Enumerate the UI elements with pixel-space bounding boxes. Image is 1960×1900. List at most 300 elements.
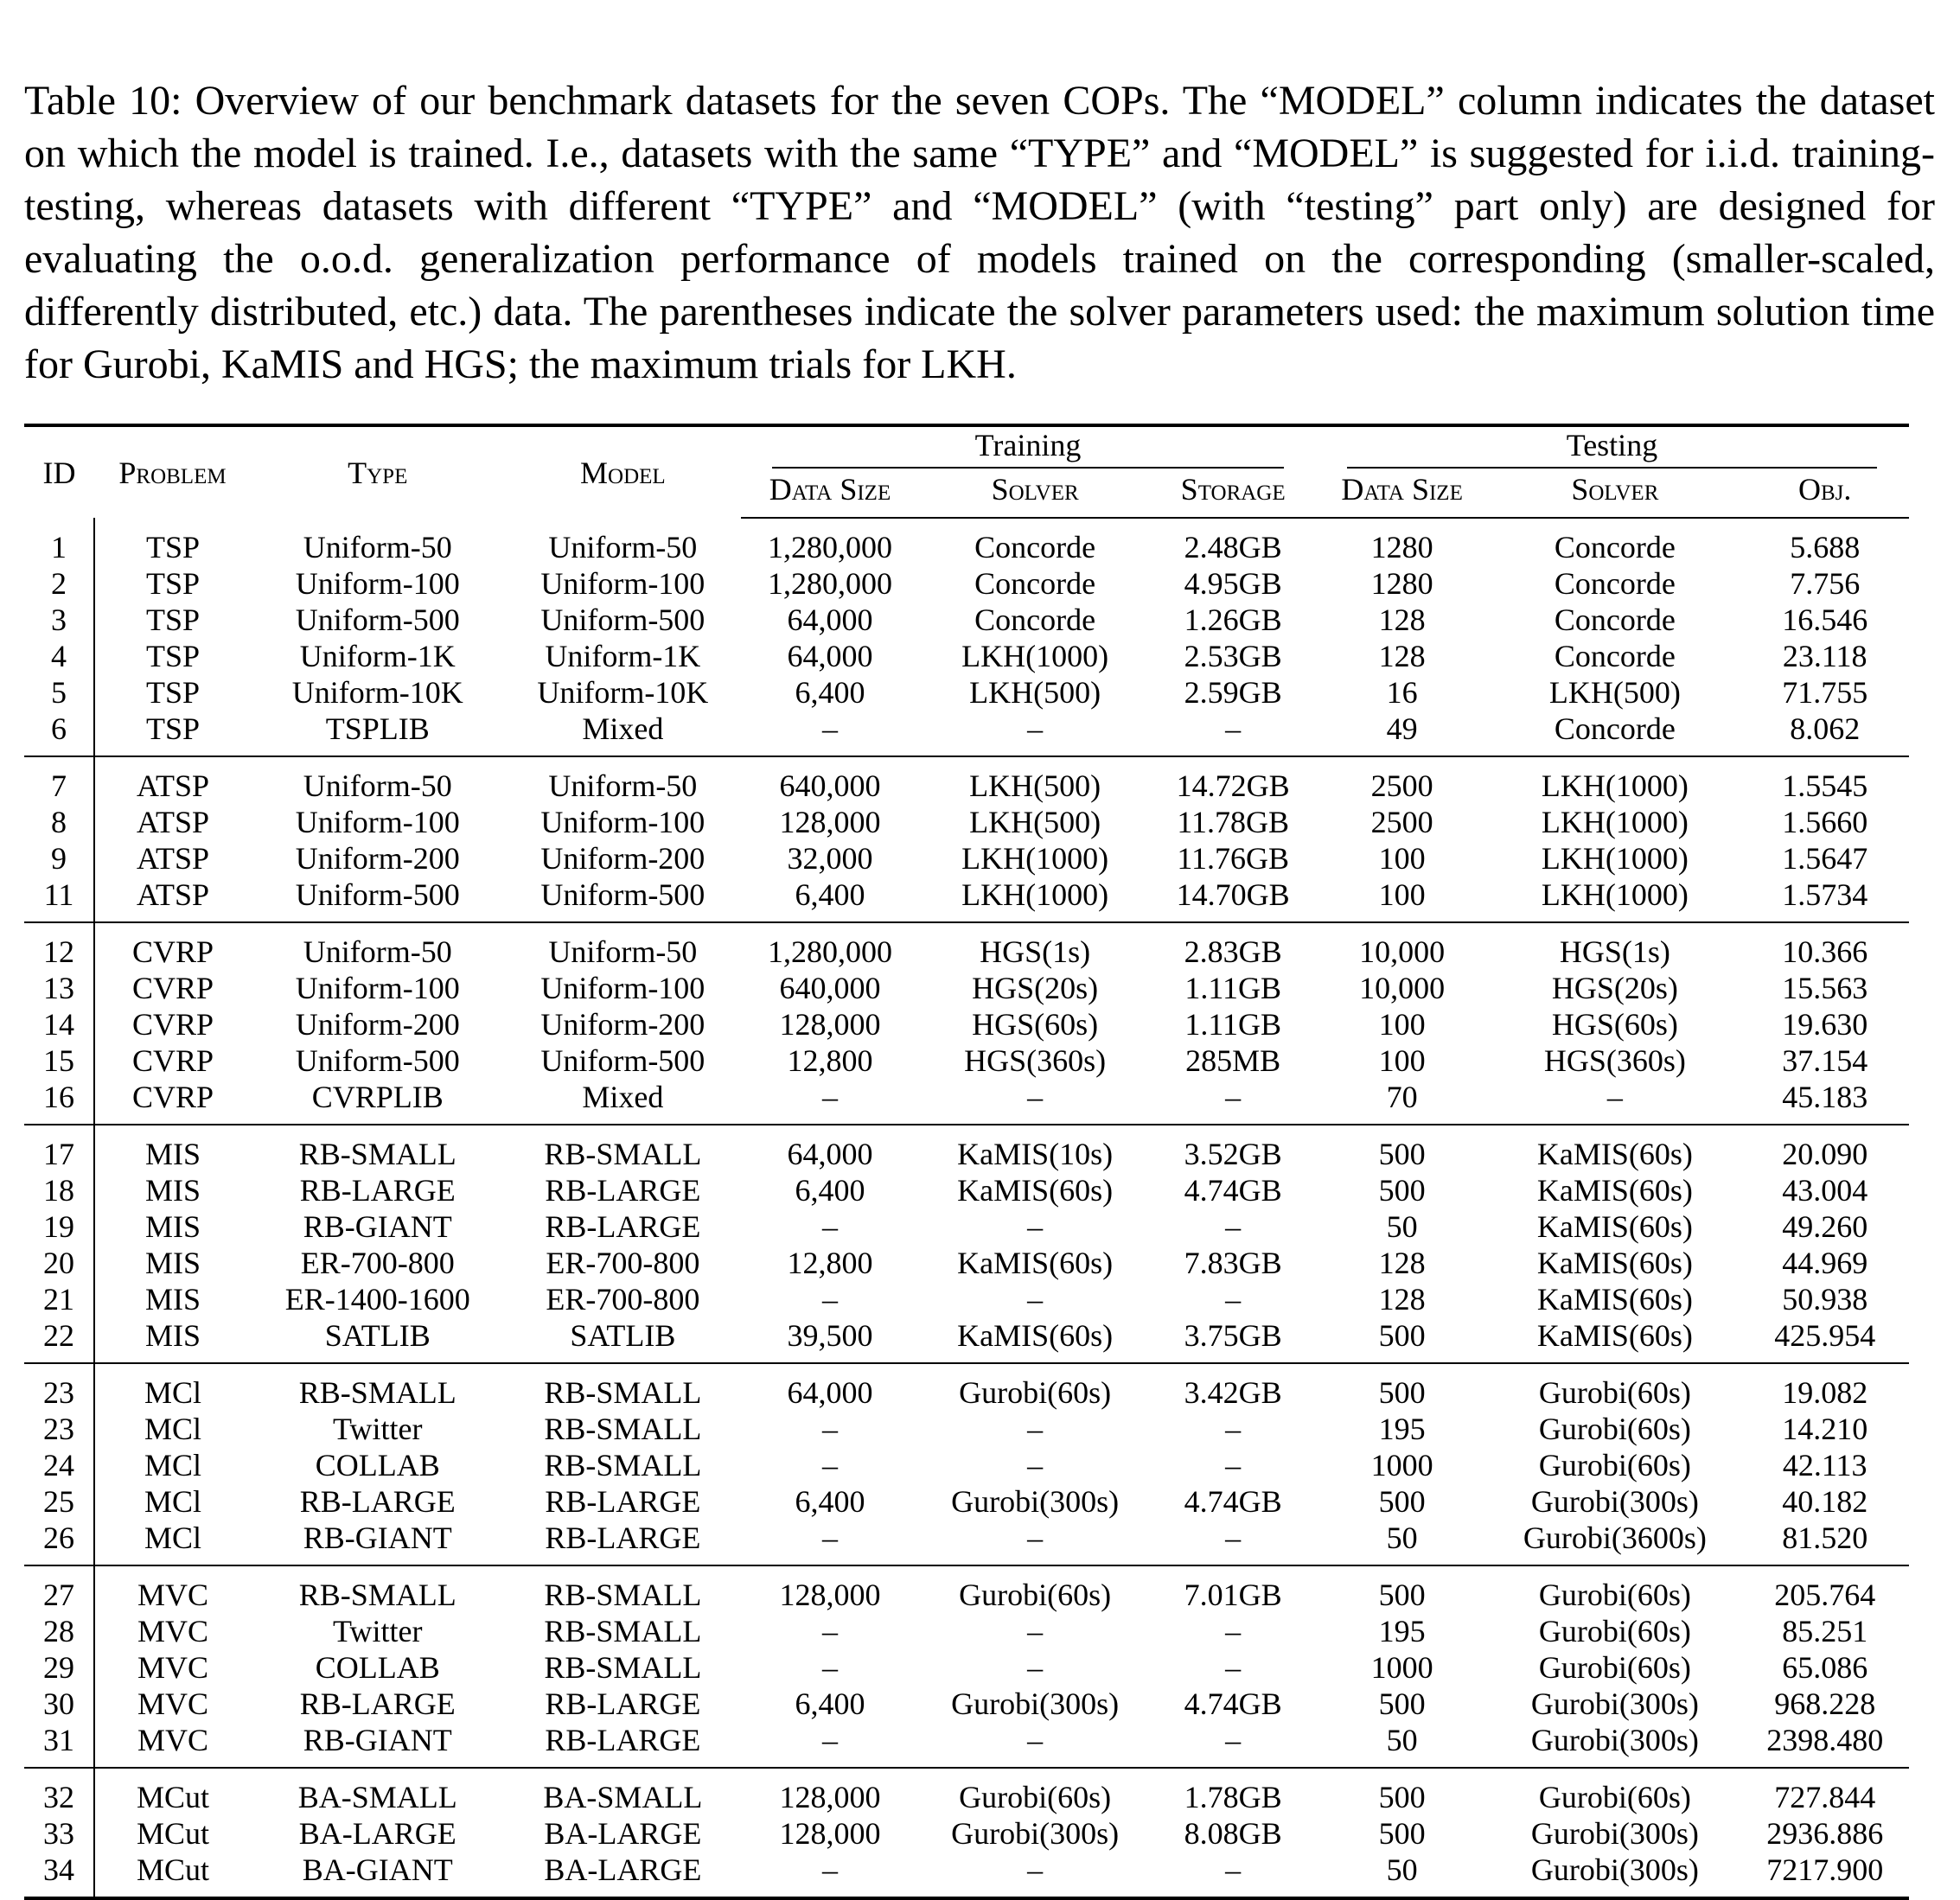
cell-test-solver: KaMIS(60s): [1536, 1173, 1693, 1208]
table-row: [24, 1363, 1909, 1411]
table-row: [24, 922, 1909, 970]
cell-train-data-size: 128,000: [779, 1816, 881, 1851]
cell-test-solver: HGS(60s): [1551, 1007, 1678, 1042]
col-id: ID: [24, 425, 94, 518]
table-row: [24, 1852, 1909, 1898]
cell-problem: MCl: [144, 1521, 201, 1555]
cell-type: Uniform-10K: [291, 675, 463, 710]
table-row: [24, 1079, 1909, 1125]
cell-test-obj: 727.844: [1740, 1768, 1909, 1815]
cell-type: SATLIB: [324, 1318, 431, 1353]
cell-test-data-size: 500: [1315, 1125, 1489, 1172]
cell-train-data-size: 1,280,000: [767, 566, 892, 601]
cell-train-solver: HGS(360s): [964, 1043, 1107, 1078]
cell-train-storage: 1.11GB: [1184, 1007, 1281, 1042]
cell-test-data-size: 1000: [1370, 1448, 1433, 1482]
cell-test-data-size: 500: [1378, 1173, 1426, 1208]
cell-problem: CVRP: [131, 1080, 214, 1114]
col-group-testing: [1315, 425, 1909, 469]
table-row: [24, 1125, 1909, 1172]
cell-test-data-size: 128: [1378, 639, 1426, 673]
cell-train-data-size: 128,000: [779, 805, 881, 839]
cell-model: Uniform-1K: [545, 639, 701, 673]
cell-test-obj: 8.062: [1790, 711, 1861, 746]
cell-train-data-size: 128,000: [779, 1007, 881, 1042]
cell-id: 17: [24, 1125, 94, 1172]
cell-test-data-size: 50: [1315, 1852, 1489, 1898]
cell-test-obj: 45.183: [1782, 1080, 1868, 1114]
cell-test-solver: Gurobi(60s): [1538, 1614, 1691, 1648]
cell-train-storage: –: [1225, 1650, 1242, 1685]
cell-test-data-size: 10,000: [1315, 922, 1489, 970]
cell-test-data-size: 100: [1378, 1007, 1426, 1042]
cell-test-solver: Concorde: [1554, 566, 1676, 601]
cell-train-storage: 8.08GB: [1184, 1816, 1282, 1851]
cell-model: SATLIB: [570, 1318, 676, 1353]
cell-id: 16: [24, 1079, 94, 1125]
cell-id: 24: [24, 1447, 94, 1483]
cell-problem: CVRP: [131, 1007, 214, 1042]
cell-train-data-size: 12,800: [787, 1246, 873, 1280]
training-label: Training: [772, 427, 1284, 469]
cell-test-solver: KaMIS(60s): [1536, 1318, 1693, 1353]
table-row: [24, 804, 1909, 840]
cell-id: 32: [24, 1768, 94, 1815]
table-row: [24, 1042, 1909, 1079]
cell-train-data-size: 39,500: [787, 1318, 873, 1353]
cell-test-obj: 85.251: [1782, 1614, 1868, 1648]
cell-train-storage: 4.74GB: [1184, 1686, 1282, 1721]
cell-train-storage: 3.52GB: [1151, 1125, 1315, 1172]
cell-train-solver: –: [1027, 1080, 1044, 1114]
cell-id: 29: [24, 1649, 94, 1686]
cell-train-storage: 285MB: [1185, 1043, 1281, 1078]
cell-problem: CVRP: [131, 1043, 214, 1078]
cell-train-storage: 4.74GB: [1184, 1484, 1282, 1519]
cell-train-data-size: 6,400: [795, 877, 865, 912]
cell-train-solver: KaMIS(10s): [919, 1125, 1152, 1172]
table-row: [24, 1317, 1909, 1363]
cell-test-data-size: 100: [1378, 841, 1426, 876]
cell-id: 7: [24, 756, 94, 804]
cell-train-data-size: 64,000: [787, 639, 873, 673]
cell-train-storage: –: [1225, 711, 1242, 746]
cell-test-solver: Gurobi(3600s): [1523, 1521, 1707, 1555]
table-row: [24, 1281, 1909, 1317]
cell-type: TSPLIB: [325, 711, 430, 746]
cell-model: RB-SMALL: [544, 1614, 702, 1648]
cell-problem: MCl: [144, 1448, 201, 1482]
cell-train-storage: 2.48GB: [1184, 530, 1282, 564]
cell-train-data-size: 6,400: [795, 1484, 865, 1519]
cell-problem: MCut: [94, 1852, 251, 1898]
cell-test-obj: 44.969: [1782, 1246, 1868, 1280]
cell-train-storage: –: [1225, 1412, 1242, 1446]
cell-test-data-size: 128: [1378, 603, 1426, 637]
cell-test-solver: LKH(500): [1548, 675, 1681, 710]
table-row: [24, 1520, 1909, 1565]
cell-test-data-size: 1280: [1370, 530, 1433, 564]
table-row: [24, 1613, 1909, 1649]
cell-id: 23: [24, 1363, 94, 1411]
cell-test-data-size: 50: [1386, 1521, 1418, 1555]
cell-problem: MCut: [94, 1768, 251, 1815]
cell-train-storage: 1.78GB: [1151, 1768, 1315, 1815]
cell-test-data-size: 2500: [1370, 805, 1433, 839]
cell-train-solver: Concorde: [974, 530, 1096, 564]
cell-train-solver: LKH(500): [969, 675, 1101, 710]
table-row: [24, 1245, 1909, 1281]
cell-type: COLLAB: [315, 1448, 440, 1482]
cell-problem: MVC: [94, 1565, 251, 1613]
cell-type: CVRPLIB: [311, 1080, 444, 1114]
cell-model: RB-SMALL: [544, 1412, 702, 1446]
cell-model: RB-SMALL: [505, 1363, 742, 1411]
benchmark-table: [24, 424, 1909, 1900]
cell-train-data-size: 12,800: [787, 1043, 873, 1078]
cell-problem: CVRP: [131, 971, 214, 1005]
cell-type: Uniform-500: [295, 1043, 460, 1078]
cell-train-solver: Gurobi(60s): [919, 1768, 1152, 1815]
cell-problem: MIS: [144, 1209, 201, 1244]
cell-type: RB-GIANT: [303, 1209, 452, 1244]
cell-model: Uniform-200: [540, 841, 705, 876]
cell-test-data-size: 128: [1378, 1282, 1426, 1317]
cell-test-solver: Gurobi(60s): [1489, 1363, 1740, 1411]
cell-model: Uniform-100: [540, 805, 705, 839]
cell-train-data-size: –: [821, 1650, 838, 1685]
cell-train-storage: –: [1225, 1080, 1242, 1114]
cell-id: 3: [24, 602, 94, 638]
cell-problem: ATSP: [94, 756, 251, 804]
cell-train-solver: HGS(60s): [972, 1007, 1099, 1042]
cell-test-obj: 2936.886: [1766, 1816, 1884, 1851]
cell-model: RB-LARGE: [545, 1209, 701, 1244]
table-row: [24, 1722, 1909, 1768]
cell-model: Mixed: [582, 711, 664, 746]
cell-id: 19: [24, 1208, 94, 1245]
cell-model: Uniform-100: [540, 566, 705, 601]
cell-test-solver: Gurobi(300s): [1530, 1686, 1699, 1721]
cell-model: RB-SMALL: [544, 1650, 702, 1685]
cell-type: RB-SMALL: [251, 1125, 505, 1172]
cell-train-storage: 2.59GB: [1184, 675, 1282, 710]
cell-train-solver: KaMIS(60s): [957, 1246, 1114, 1280]
cell-id: 25: [24, 1483, 94, 1520]
col-train-solver: Solver: [919, 469, 1152, 518]
cell-train-storage: –: [1225, 1521, 1242, 1555]
cell-problem: MIS: [144, 1173, 201, 1208]
cell-type: ER-700-800: [300, 1246, 455, 1280]
cell-problem: TSP: [145, 675, 200, 710]
cell-type: RB-GIANT: [303, 1521, 452, 1555]
cell-id: 8: [24, 804, 94, 840]
table-row: [24, 1411, 1909, 1447]
testing-label: Testing: [1347, 427, 1878, 469]
cell-test-obj: 10.366: [1740, 922, 1909, 970]
cell-test-solver: HGS(1s): [1489, 922, 1740, 970]
col-test-data-size: Data Size: [1315, 469, 1489, 518]
cell-id: 18: [24, 1172, 94, 1208]
cell-test-obj: 81.520: [1782, 1521, 1868, 1555]
cell-train-storage: 4.74GB: [1184, 1173, 1282, 1208]
cell-train-solver: –: [1027, 711, 1044, 746]
cell-model: Uniform-500: [540, 603, 705, 637]
cell-train-data-size: 1,280,000: [741, 922, 919, 970]
cell-test-data-size: 195: [1378, 1412, 1426, 1446]
table-row: [24, 1565, 1909, 1613]
cell-test-obj: 43.004: [1782, 1173, 1868, 1208]
cell-train-solver: –: [1027, 1282, 1044, 1317]
cell-train-data-size: 64,000: [741, 1125, 919, 1172]
cell-train-data-size: –: [821, 1209, 838, 1244]
cell-type: RB-GIANT: [303, 1723, 452, 1757]
cell-train-storage: 14.72GB: [1151, 756, 1315, 804]
col-test-solver: Solver: [1489, 469, 1740, 518]
table-caption: Table 10: Overview of our benchmark datasets for the seven COPs. The “MODEL” column indicates the dataset on which the model is trained. I.e., datasets with the same “TYPE” and “MODEL” is suggested for i.i.d. training-testing, whereas datasets with different “TYPE” and “MODEL” (with “testing” part only) are designed for evaluating the o.o.d. generalization performance of models trained on the corresponding (smaller-scaled, differently distributed, etc.) data. The parentheses indicate the solver parameters used: the maximum solution time for Gurobi, KaMIS and HGS; the maximum trials for LKH.: [24, 78, 1935, 387]
cell-type: ER-1400-1600: [284, 1282, 470, 1317]
cell-problem: TSP: [145, 711, 200, 746]
cell-id: 20: [24, 1245, 94, 1281]
cell-train-data-size: 64,000: [787, 603, 873, 637]
cell-type: Uniform-50: [251, 922, 505, 970]
cell-test-obj: 23.118: [1782, 639, 1867, 673]
cell-test-obj: 1.5734: [1782, 877, 1868, 912]
cell-problem: MIS: [94, 1125, 251, 1172]
cell-id: 1: [24, 518, 94, 565]
col-problem: Problem: [94, 425, 251, 518]
cell-train-storage: –: [1225, 1723, 1242, 1757]
cell-type: RB-SMALL: [251, 1565, 505, 1613]
cell-test-solver: Concorde: [1554, 639, 1676, 673]
cell-test-data-size: 500: [1378, 1816, 1426, 1851]
cell-problem: TSP: [145, 529, 200, 564]
cell-type: RB-LARGE: [299, 1173, 456, 1208]
cell-train-solver: –: [1027, 1614, 1044, 1648]
cell-train-solver: Concorde: [974, 566, 1096, 601]
cell-test-data-size: 10,000: [1359, 971, 1446, 1005]
cell-model: Uniform-10K: [537, 675, 709, 710]
cell-test-obj: 2398.480: [1766, 1723, 1884, 1757]
cell-type: BA-GIANT: [251, 1852, 505, 1898]
cell-test-solver: Gurobi(60s): [1538, 1650, 1691, 1685]
cell-train-storage: 14.70GB: [1176, 877, 1290, 912]
cell-model: BA-LARGE: [505, 1852, 742, 1898]
cell-test-data-size: 100: [1378, 1043, 1426, 1078]
cell-train-storage: –: [1225, 1614, 1242, 1648]
cell-train-storage: 7.83GB: [1184, 1246, 1282, 1280]
cell-model: RB-SMALL: [505, 1125, 742, 1172]
table-row: [24, 756, 1909, 804]
cell-id: 6: [24, 711, 94, 756]
cell-test-data-size: 70: [1386, 1080, 1418, 1114]
cell-test-obj: 15.563: [1782, 971, 1868, 1005]
cell-test-obj: 1.5647: [1782, 841, 1868, 876]
table-row: [24, 602, 1909, 638]
cell-test-obj: 50.938: [1782, 1282, 1868, 1317]
cell-test-obj: 1.5660: [1782, 805, 1868, 839]
cell-test-obj: 5.688: [1790, 530, 1861, 564]
cell-test-data-size: 50: [1386, 1723, 1418, 1757]
cell-test-solver: Gurobi(60s): [1538, 1412, 1691, 1446]
cell-id: 12: [24, 922, 94, 970]
cell-train-data-size: 640,000: [779, 971, 881, 1005]
cell-test-data-size: 128: [1378, 1246, 1426, 1280]
cell-train-data-size: 1,280,000: [767, 530, 892, 564]
cell-test-obj: 20.090: [1740, 1125, 1909, 1172]
cell-id: 34: [24, 1852, 94, 1898]
table-row: [24, 877, 1909, 922]
cell-id: 31: [24, 1722, 94, 1768]
cell-type: BA-LARGE: [298, 1816, 456, 1851]
table-row: [24, 1768, 1909, 1815]
table-row: [24, 1006, 1909, 1042]
cell-type: Uniform-1K: [299, 639, 456, 673]
cell-id: 21: [24, 1281, 94, 1317]
cell-problem: ATSP: [136, 841, 209, 876]
cell-problem: MCl: [144, 1484, 201, 1519]
cell-train-storage: 3.75GB: [1184, 1318, 1282, 1353]
cell-train-data-size: 6,400: [795, 1686, 865, 1721]
cell-train-solver: KaMIS(60s): [957, 1318, 1114, 1353]
cell-id: 5: [24, 674, 94, 711]
cell-id: 23: [24, 1411, 94, 1447]
table-row: [24, 1208, 1909, 1245]
cell-test-solver: Gurobi(300s): [1489, 1852, 1740, 1898]
cell-id: 13: [24, 970, 94, 1006]
table-row: [24, 518, 1909, 565]
cell-model: ER-700-800: [546, 1246, 700, 1280]
cell-test-data-size: 2500: [1315, 756, 1489, 804]
cell-problem: MIS: [144, 1318, 201, 1353]
cell-train-solver: –: [1027, 1521, 1044, 1555]
cell-test-data-size: 1280: [1370, 566, 1433, 601]
table-row: [24, 1172, 1909, 1208]
cell-problem: MCut: [136, 1816, 209, 1851]
cell-test-data-size: 1000: [1370, 1650, 1433, 1685]
cell-test-obj: 19.630: [1782, 1007, 1868, 1042]
cell-type: Uniform-50: [303, 529, 452, 564]
cell-problem: TSP: [145, 639, 200, 673]
cell-train-data-size: 32,000: [787, 841, 873, 876]
cell-model: Uniform-50: [505, 756, 742, 804]
cell-test-obj: 37.154: [1782, 1043, 1868, 1078]
cell-test-data-size: 16: [1386, 675, 1418, 710]
cell-train-solver: Concorde: [974, 603, 1096, 637]
col-train-storage: Storage: [1151, 469, 1315, 518]
cell-type: BA-SMALL: [251, 1768, 505, 1815]
cell-test-data-size: 49: [1386, 711, 1418, 746]
table-body: [24, 518, 1909, 1898]
cell-train-storage: 11.78GB: [1177, 805, 1289, 839]
cell-train-solver: –: [919, 1852, 1152, 1898]
cell-type: Uniform-200: [295, 1007, 460, 1042]
cell-test-solver: Gurobi(60s): [1489, 1565, 1740, 1613]
cell-train-storage: 1.11GB: [1184, 971, 1281, 1005]
cell-test-data-size: 500: [1315, 1565, 1489, 1613]
cell-id: 22: [24, 1317, 94, 1363]
cell-type: Uniform-100: [295, 566, 460, 601]
table-row: [24, 1686, 1909, 1722]
cell-test-solver: KaMIS(60s): [1536, 1282, 1693, 1317]
cell-model: Uniform-50: [505, 922, 742, 970]
cell-model: BA-SMALL: [505, 1768, 742, 1815]
cell-problem: TSP: [145, 566, 200, 601]
table-row: [24, 1815, 1909, 1852]
cell-test-solver: Concorde: [1554, 530, 1676, 564]
cell-train-data-size: –: [821, 1614, 838, 1648]
cell-id: 26: [24, 1520, 94, 1565]
cell-type: Uniform-500: [295, 877, 460, 912]
cell-id: 27: [24, 1565, 94, 1613]
cell-test-obj: 16.546: [1782, 603, 1868, 637]
cell-test-solver: Gurobi(300s): [1530, 1723, 1699, 1757]
col-type: Type: [251, 425, 505, 518]
cell-id: 30: [24, 1686, 94, 1722]
cell-train-storage: –: [1225, 1209, 1242, 1244]
cell-test-data-size: 500: [1315, 1363, 1489, 1411]
cell-train-storage: 7.01GB: [1151, 1565, 1315, 1613]
cell-train-storage: –: [1225, 1282, 1242, 1317]
table-row: [24, 840, 1909, 877]
cell-type: COLLAB: [315, 1650, 440, 1685]
cell-test-solver: KaMIS(60s): [1489, 1125, 1740, 1172]
cell-problem: MVC: [137, 1650, 208, 1685]
cell-test-obj: 49.260: [1782, 1209, 1868, 1244]
cell-train-solver: LKH(1000): [961, 877, 1109, 912]
table-row: [24, 711, 1909, 756]
cell-id: 11: [24, 877, 94, 922]
col-group-training: [741, 425, 1315, 469]
cell-train-data-size: –: [821, 1723, 838, 1757]
cell-test-obj: 19.082: [1740, 1363, 1909, 1411]
cell-test-solver: KaMIS(60s): [1536, 1209, 1693, 1244]
cell-test-solver: Gurobi(60s): [1538, 1448, 1691, 1482]
cell-test-obj: 7217.900: [1740, 1852, 1909, 1898]
col-test-obj: Obj.: [1740, 469, 1909, 518]
cell-train-solver: –: [1027, 1209, 1044, 1244]
cell-train-data-size: 640,000: [741, 756, 919, 804]
cell-train-solver: HGS(1s): [919, 922, 1152, 970]
cell-problem: MVC: [137, 1614, 208, 1648]
cell-test-data-size: 500: [1378, 1318, 1426, 1353]
cell-train-data-size: –: [821, 1282, 838, 1317]
cell-test-data-size: 500: [1378, 1686, 1426, 1721]
cell-train-solver: Gurobi(300s): [951, 1484, 1120, 1519]
cell-test-solver: Gurobi(60s): [1489, 1768, 1740, 1815]
table-row: [24, 674, 1909, 711]
cell-train-solver: –: [1027, 1723, 1044, 1757]
cell-train-solver: LKH(500): [969, 805, 1101, 839]
cell-id: 2: [24, 565, 94, 602]
cell-id: 4: [24, 638, 94, 674]
cell-id: 9: [24, 840, 94, 877]
cell-train-solver: LKH(1000): [961, 841, 1109, 876]
cell-train-solver: –: [1027, 1650, 1044, 1685]
cell-train-data-size: –: [821, 711, 838, 746]
cell-train-storage: 2.53GB: [1184, 639, 1282, 673]
cell-test-solver: LKH(1000): [1489, 756, 1740, 804]
cell-problem: MCl: [94, 1363, 251, 1411]
cell-model: RB-LARGE: [545, 1484, 701, 1519]
cell-test-obj: 425.954: [1774, 1318, 1876, 1353]
cell-train-solver: Gurobi(60s): [919, 1565, 1152, 1613]
cell-model: Uniform-500: [540, 877, 705, 912]
cell-test-solver: KaMIS(60s): [1536, 1246, 1693, 1280]
cell-test-obj: 968.228: [1774, 1686, 1876, 1721]
cell-test-obj: 40.182: [1782, 1484, 1868, 1519]
cell-type: Uniform-100: [295, 971, 460, 1005]
